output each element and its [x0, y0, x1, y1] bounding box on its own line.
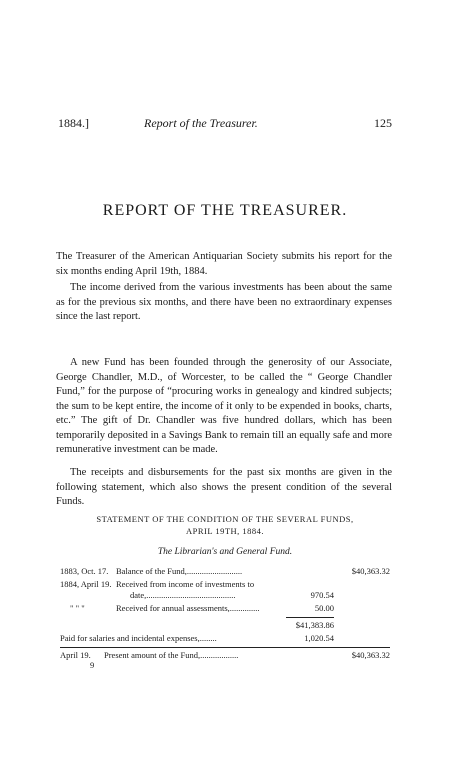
paragraph-3: A new Fund has been founded through the generosity of our Associate, George Chandler, M.D., of Worcester, to be called the “ George Chandler Fund,” for the purpose of “procuring works in genealogy and kindred subjects; the sum to be kept entire, the income of it only to be expended in books, charts, etc.” The gift of Dr. Chandler was five hundred dollars, which has been temporarily deposited in a Savings Bank to remain till an equally safe and more remunerative investment can be made.	[56, 357, 392, 455]
page-number: 125	[374, 116, 392, 130]
ledger-row	[60, 660, 390, 672]
paragraph-1: The Treasurer of the American Antiquarian Society submits his report for the six months ending April 19th, 1884.	[56, 251, 392, 277]
ledger-row	[60, 620, 390, 632]
ledger-description: Received for annual assessments,..............	[116, 603, 260, 613]
running-head-title: Report of the Treasurer.	[144, 116, 258, 130]
ledger-subtotal: $41,383.86	[295, 620, 334, 630]
ledger-date: 1883, Oct. 17.	[60, 566, 109, 576]
signature-mark: 9	[90, 660, 95, 670]
ledger-description: Paid for salaries and incidental expenses,........	[60, 633, 217, 643]
ledger-description: date,..........................................	[130, 590, 236, 600]
paragraph-4: The receipts and disbursements for the past six months are given in the following statement, which also shows the present condition of the several Funds.	[56, 467, 392, 507]
ledger-row	[60, 590, 390, 602]
ledger-row	[60, 566, 390, 578]
paragraph-2: The income derived from the various investments has been about the same as for the previous six months, and there have been no extraordinary expenses since the last report.	[56, 282, 392, 322]
fund-title: The Librarian's and General Fund.	[157, 547, 293, 557]
ledger-rule	[286, 617, 334, 618]
ledger-row	[60, 603, 390, 615]
ledger-row	[60, 633, 390, 645]
ledger-amount-total: $40,363.32	[351, 650, 390, 660]
ledger-amount: 50.00	[314, 603, 334, 613]
ledger-amount: 970.54	[310, 590, 334, 600]
ledger-date-ditto: " " "	[70, 603, 85, 613]
ledger-description: Received from income of investments to	[116, 579, 255, 589]
report-title: REPORT OF THE TREASURER.	[102, 202, 348, 219]
ledger-description: Balance of the Fund,..........................	[116, 566, 243, 576]
ledger-rule	[60, 647, 390, 648]
ledger-date: April 19.	[60, 650, 91, 660]
ledger-amount-total: $40,363.32	[351, 566, 390, 576]
statement-title	[0, 513, 450, 537]
running-head-year: 1884.]	[58, 116, 89, 130]
running-head	[58, 116, 392, 134]
ledger-description: Present amount of the Fund,..................	[104, 650, 239, 660]
statement-title-line-1: STATEMENT OF THE CONDITION OF THE SEVERAL FUNDS,	[96, 514, 354, 524]
ledger-date: 1884, April 19.	[60, 579, 112, 589]
statement-title-line-2: APRIL 19TH, 1884.	[185, 526, 265, 536]
ledger-amount: 1,020.54	[304, 633, 334, 643]
